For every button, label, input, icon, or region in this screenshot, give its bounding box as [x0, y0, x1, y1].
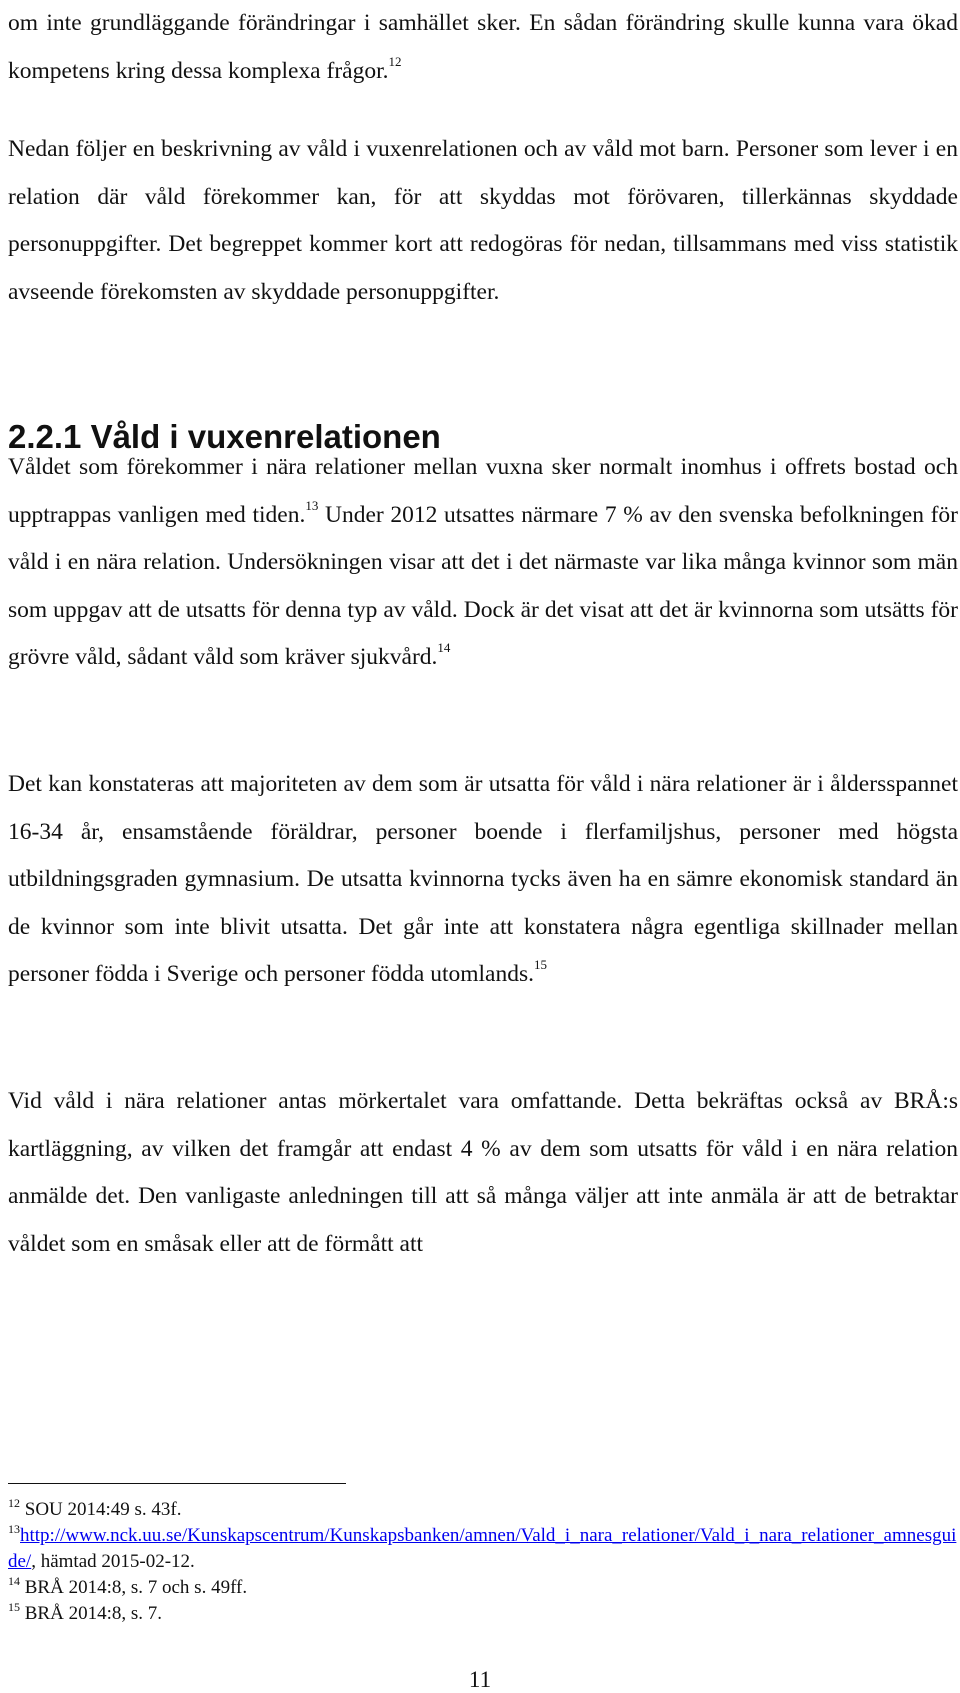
footnote-ref-15[interactable]: 15 [534, 957, 547, 972]
section-heading: 2.2.1 Våld i vuxenrelationen [8, 418, 441, 455]
footnote-ref-14[interactable]: 14 [437, 640, 451, 655]
footnote-separator [8, 1483, 346, 1484]
paragraph-demographics: Det kan konstateras att majoriteten av dem som är utsatta för våld i nära relationer är i åldersspannet 16-34 år, ensamstående föräldrar, personer boende i flerfamiljshus, personer med högsta utbildningsgraden gymnasium. De utsatta kvinnorna tycks även ha en sämre ekonomisk standard än de kvinnor som inte blivit utsatta. Det går inte att konstatera några egentliga skillnader mellan personer födda i Sverige och personer födda utomlands.$^{15}$ [8, 771, 958, 987]
paragraph-overview: Nedan följer en beskrivning av våld i vuxenrelationen och av våld mot barn. Personer som lever i en relation där våld förekommer kan, för att skyddas mot förövaren, tillerkännas skyddade personuppgifter. Det begreppet kommer kort att redogöras för nedan, tillsammans med viss statistik avseende förekomsten av skyddade personuppgifter. [8, 136, 958, 305]
footnote-14: $^{14}$ BRÅ 2014:8, s. 7 och s. 49ff. [8, 1574, 248, 1598]
paragraph-intro: om inte grundläggande förändringar i samhället sker. En sådan förändring skulle kunna vara ökad kompetens kring dessa komplexa frågor.$^{12}$ [8, 10, 958, 84]
paragraph-violence-description: Våldet som förekommer i nära relationer mellan vuxna sker normalt inomhus i offrets bostad och upptrappas vanligen med tiden.$^{13}$ Under 2012 utsattes närmare 7 % av den svenska befolkningen för våld i en nära relation. Undersökningen visar att det i det närmaste var lika många kvinnor som män som uppgav att de utsatts för denna typ av våld. Dock är det visat att det är kvinnorna som utsätts för grövre våld, sådant våld som kräver sjukvård.$^{14}$ [8, 454, 959, 670]
footnote-link[interactable]: http://www.nck.uu.se/Kunskapscentrum/Kunskapsbanken/amnen/Vald_i_nara_relationer/Vald_i_nara_relationer_amnesguide/ [8, 1525, 957, 1572]
paragraph-dark-figure: Vid våld i nära relationer antas mörkertalet vara omfattande. Detta bekräftas också av BRÅ:s kartläggning, av vilken det framgår att endast 4 % av dem som utsatts för våld i en nära relation anmälde det. Den vanligaste anledningen till att så många väljer att inte anmäla är att de betraktar våldet som en småsak eller att de förmått att [8, 1088, 958, 1257]
footnote-12: $^{12}$ SOU 2014:49 s. 43f. [8, 1496, 182, 1520]
footnote-ref-13[interactable]: 13 [305, 497, 319, 513]
footnote-ref-12[interactable]: 12 [388, 53, 402, 69]
footnote-15: $^{15}$ BRÅ 2014:8, s. 7. [8, 1600, 162, 1624]
page-number: 11 [468, 1667, 492, 1692]
footnote-13: $^{13}$http://www.nck.uu.se/Kunskapscentrum/Kunskapsbanken/amnen/Vald_i_nara_relationer/Vald_i_nara_relationer_amnesguide/, hämtad 2015-02-12. [8, 1522, 957, 1572]
